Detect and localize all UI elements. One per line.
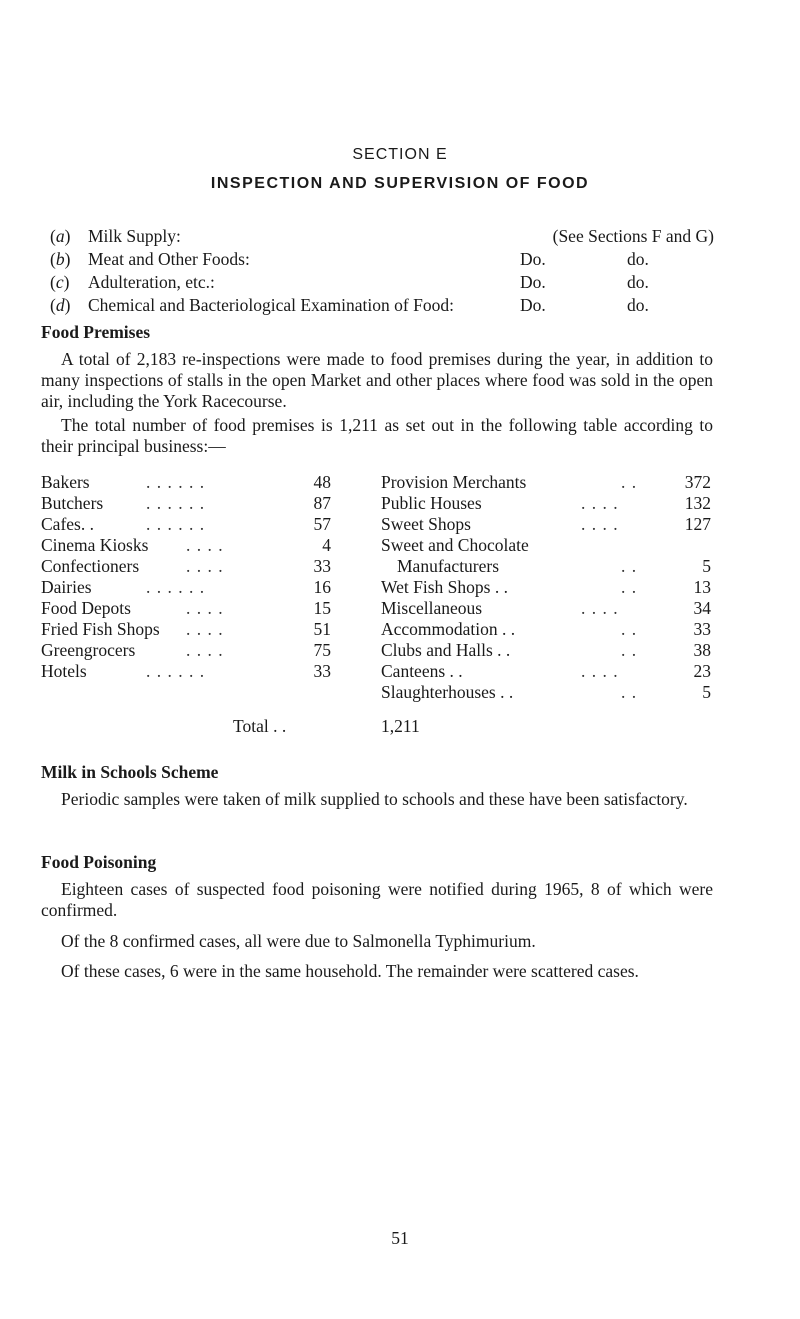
food-poisoning-para-2: Of the 8 confirmed cases, all were due to Salmonella Typhimurium. xyxy=(61,931,536,951)
food-poisoning-heading: Food Poisoning xyxy=(41,852,157,872)
premises-count: 33 xyxy=(313,556,331,576)
table-row: Cinema Kiosks . . . . 4 xyxy=(41,535,331,555)
premises-table-left xyxy=(41,472,331,682)
table-row: Confectioners . . . . 33 xyxy=(41,556,331,576)
list-ditto: Do. xyxy=(520,272,546,292)
premises-count: 75 xyxy=(313,640,331,660)
premises-count: 127 xyxy=(684,514,711,534)
table-row: Wet Fish Shops . . . . 13 xyxy=(381,577,711,597)
premises-name: Accommodation . . xyxy=(381,619,516,639)
premises-count: 34 xyxy=(693,598,711,618)
premises-count: 87 xyxy=(313,493,331,513)
section-title: SECTION E xyxy=(352,146,448,163)
premises-count: 48 xyxy=(313,472,331,492)
list-ditto-lower: do. xyxy=(627,295,649,315)
premises-count: 23 xyxy=(693,661,711,681)
list-letter: c xyxy=(55,272,64,292)
list-item: (b) Meat and Other Foods: Do. do. xyxy=(50,249,649,269)
list-text: Chemical and Bacteriological Examination of Food: xyxy=(88,295,454,315)
premises-count: 5 xyxy=(702,682,711,702)
premises-name: Food Depots xyxy=(41,598,131,618)
premises-count: 33 xyxy=(693,619,711,639)
premises-name: Confectioners xyxy=(41,556,140,576)
table-row: Sweet Shops . . . . 127 xyxy=(381,514,711,534)
premises-name: Dairies xyxy=(41,577,92,597)
food-premises-para-1: A total of 2,183 re-inspections were made to food premises during the year, in addition to many inspections of stalls in the open Market and other places where food was sold in the open air, including the York Racecourse. xyxy=(41,349,713,411)
list-ditto-lower: do. xyxy=(627,272,649,292)
list-letter: d xyxy=(55,295,65,315)
list-item: (a) Milk Supply: (See Sections F and G) xyxy=(50,226,714,246)
food-poisoning-para-3: Of these cases, 6 were in the same household. The remainder were scattered cases. xyxy=(61,961,639,981)
list-text: Milk Supply: xyxy=(88,226,181,246)
list-item: (c) Adulteration, etc.: Do. do. xyxy=(50,272,649,292)
table-row: Bakers . . . . . . 48 xyxy=(41,472,331,492)
reference-list xyxy=(50,225,714,317)
premises-count: 16 xyxy=(313,577,331,597)
premises-name: Cafes. . xyxy=(41,514,94,534)
food-poisoning-para-1: Eighteen cases of suspected food poisoning were notified during 1965, 8 of which were confirmed. xyxy=(41,879,713,920)
table-row: Dairies . . . . . . 16 xyxy=(41,577,331,597)
premises-name: Public Houses xyxy=(381,493,482,513)
premises-table-right xyxy=(381,472,711,703)
total-label: Total . . xyxy=(233,716,287,736)
table-row: Manufacturers . . 5 xyxy=(397,556,711,576)
table-row: Butchers . . . . . . 87 xyxy=(41,493,331,513)
list-ditto: Do. xyxy=(520,295,546,315)
table-row: Canteens . . . . . . 23 xyxy=(381,661,711,681)
list-ditto: Do. xyxy=(520,249,546,269)
premises-count: 13 xyxy=(693,577,711,597)
table-row: Slaughterhouses . . . . 5 xyxy=(381,682,711,702)
premises-count: 57 xyxy=(313,514,331,534)
premises-name: Hotels xyxy=(41,661,87,681)
table-row: Public Houses . . . . 132 xyxy=(381,493,711,513)
milk-schools-heading: Milk in Schools Scheme xyxy=(41,762,219,782)
table-row: Greengrocers . . . . 75 xyxy=(41,640,331,660)
premises-count: 372 xyxy=(684,472,711,492)
premises-name: Clubs and Halls . . xyxy=(381,640,511,660)
premises-count: 4 xyxy=(322,535,331,555)
main-title: INSPECTION AND SUPERVISION OF FOOD xyxy=(210,175,590,192)
premises-count: 51 xyxy=(313,619,331,639)
milk-schools-para: Periodic samples were taken of milk supplied to schools and these have been satisfactory. xyxy=(61,789,688,809)
premises-name: Provision Merchants xyxy=(381,472,527,492)
page-number: 51 xyxy=(391,1228,409,1248)
premises-name: Slaughterhouses . . xyxy=(381,682,514,702)
list-text: Meat and Other Foods: xyxy=(88,249,250,269)
premises-name: Greengrocers xyxy=(41,640,136,660)
list-text: Adulteration, etc.: xyxy=(88,272,215,292)
list-reference: (See Sections F and G) xyxy=(552,226,714,246)
premises-count: 132 xyxy=(684,493,711,513)
premises-count: 5 xyxy=(702,556,711,576)
premises-name: Cinema Kiosks xyxy=(41,535,149,555)
premises-name: Bakers xyxy=(41,472,90,492)
table-row: Fried Fish Shops . . . . 51 xyxy=(41,619,331,639)
premises-count: 38 xyxy=(693,640,711,660)
table-row xyxy=(381,535,711,556)
premises-name: Manufacturers xyxy=(397,556,500,576)
food-premises-heading: Food Premises xyxy=(41,322,151,342)
premises-name: Miscellaneous xyxy=(381,598,483,618)
premises-name: Sweet and Chocolate xyxy=(381,535,529,555)
premises-name: Wet Fish Shops . . xyxy=(381,577,508,597)
premises-name: Canteens . . xyxy=(381,661,463,681)
table-row: Accommodation . . . . 33 xyxy=(381,619,711,639)
list-item: (d) Chemical and Bacteriological Examination of Food: Do. do. xyxy=(50,295,649,315)
list-letter: b xyxy=(55,249,65,269)
table-row: Hotels . . . . . . 33 xyxy=(41,661,331,681)
list-ditto-lower: do. xyxy=(627,249,649,269)
premises-count: 15 xyxy=(313,598,331,618)
list-letter: a xyxy=(55,226,65,246)
table-row: Miscellaneous . . . . 34 xyxy=(381,598,711,618)
premises-name: Fried Fish Shops xyxy=(41,619,160,639)
table-row: Cafes. . . . . . . . 57 xyxy=(41,514,331,534)
food-premises-para-2: The total number of food premises is 1,211 as set out in the following table according to their principal business:— xyxy=(41,415,713,456)
premises-name: Sweet Shops xyxy=(381,514,471,534)
premises-name: Butchers xyxy=(41,493,104,513)
table-row: Provision Merchants . . 372 xyxy=(381,472,711,492)
table-row: Food Depots . . . . 15 xyxy=(41,598,331,618)
premises-count: 33 xyxy=(313,661,331,681)
total-value: 1,211 xyxy=(381,716,420,736)
table-row: Clubs and Halls . . . . 38 xyxy=(381,640,711,660)
